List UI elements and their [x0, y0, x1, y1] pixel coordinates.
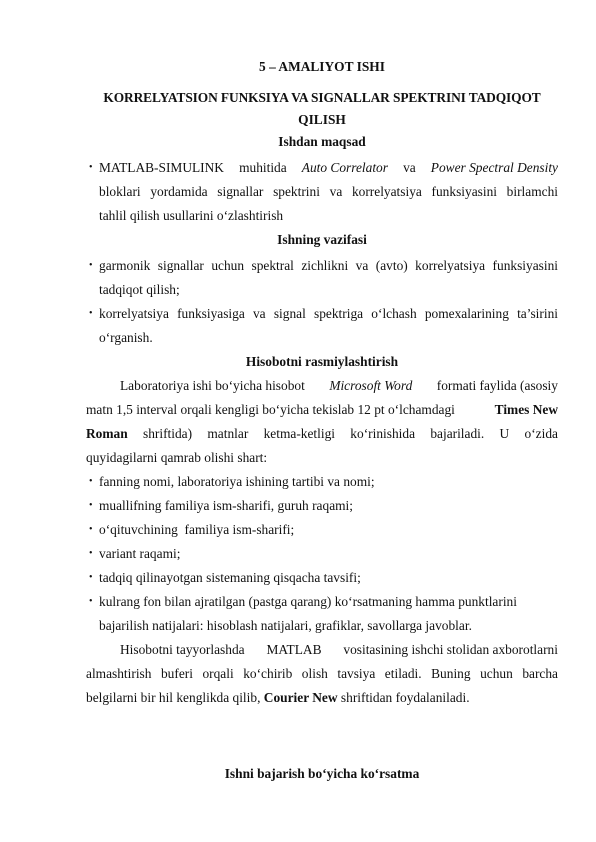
goal-heading: Ishdan maqsad: [278, 134, 366, 149]
power-spectral-density-text: Power Spectral Density: [430, 160, 558, 175]
report-item-6-line2: bajarilish natijalari: hisoblash natijalari, grafiklar, savollarga javoblar.: [99, 618, 472, 633]
bullet-icon: •: [89, 162, 93, 173]
report-text: matn 1,5 interval orqali kengligi bo‘yicha tekislab 12 pt o‘lchamdagi: [86, 402, 455, 417]
report-item: variant raqami;: [99, 546, 181, 561]
report-p2-line1: [120, 642, 558, 658]
bullet-icon: •: [89, 500, 93, 511]
times-new-text: Times New: [494, 402, 558, 417]
report-p1-line2: [86, 402, 558, 418]
report-text: shriftida) matnlar ketma-ketligi ko‘rinishida bajariladi. U o‘zida: [143, 426, 558, 441]
matlab-simulink-text: MATLAB-SIMULINK: [99, 160, 224, 175]
goal-text: va: [403, 160, 416, 175]
report-text: belgilarni bir hil kenglikda qilib,: [86, 690, 261, 705]
practical-number: 5 – AMALIYOT ISHI: [259, 59, 385, 74]
bullet-icon: •: [89, 548, 93, 559]
bullet-icon: •: [89, 524, 93, 535]
document-title-line2: QILISH: [298, 112, 346, 127]
matlab-text: MATLAB: [266, 642, 322, 657]
report-p1-line1: [120, 378, 558, 394]
report-text: shriftidan foydalaniladi.: [340, 690, 470, 705]
auto-correlator-text: Auto Correlator: [301, 160, 388, 175]
report-p1-line3: [86, 426, 558, 442]
document-title-line1: KORRELYATSION FUNKSIYA VA SIGNALLAR SPEKTRINI TADQIQOT: [103, 90, 541, 105]
instructions-heading: Ishni bajarish bo‘yicha ko‘rsatma: [224, 766, 420, 781]
report-text: Laboratoriya ishi bo‘yicha hisobot: [120, 378, 305, 393]
bullet-icon: •: [89, 572, 93, 583]
tasks-heading: Ishning vazifasi: [277, 232, 367, 247]
courier-new-text: Courier New: [263, 690, 338, 705]
goal-line3: tahlil qilish usullarini o‘zlashtirish: [99, 208, 284, 223]
task-item-1-line1: garmonik signallar uchun spektral zichlikni va (avto) korrelyatsiya funksiyasini: [99, 258, 558, 273]
goal-line2: bloklari yordamida signallar spektrini va korrelyatsiya funksiyasini birlamchi: [99, 184, 558, 199]
report-item: fanning nomi, laboratoriya ishining tartibi va nomi;: [99, 474, 375, 489]
report-item: tadqiq qilinayotgan sistemaning qisqacha tavsifi;: [99, 570, 361, 585]
report-text: formati faylida (asosiy: [436, 378, 558, 393]
bullet-icon: •: [89, 476, 93, 487]
goal-line1: [99, 160, 558, 176]
microsoft-word-text: Microsoft Word: [329, 378, 413, 393]
bullet-icon: •: [89, 260, 93, 271]
roman-text: Roman: [86, 426, 128, 441]
task-item-1-line2: tadqiqot qilish;: [99, 282, 180, 297]
report-item: muallifning familiya ism-sharifi, guruh raqami;: [99, 498, 353, 513]
report-p2-line2: almashtirish buferi orqali ko‘chirib olish tavsiya etiladi. Buning uchun barcha: [86, 666, 558, 681]
report-heading: Hisobotni rasmiylashtirish: [245, 354, 399, 369]
bullet-icon: •: [89, 308, 93, 319]
report-text: Hisobotni tayyorlashda: [120, 642, 245, 657]
task-item-2-line1: korrelyatsiya funksiyasiga va signal spektriga o‘lchash pomexalarining ta’sirini: [99, 306, 558, 321]
report-p2-line3: [86, 690, 470, 706]
report-p1-line4: quyidagilarni qamrab olishi shart:: [86, 450, 268, 465]
report-item: kulrang fon bilan ajratilgan (pastga qarang) ko‘rsatmaning hamma punktlarini: [99, 594, 517, 609]
goal-text: muhitida: [239, 160, 287, 175]
bullet-icon: •: [89, 596, 93, 607]
report-text: vositasining ishchi stolidan axborotlarni: [343, 642, 558, 657]
task-item-2-line2: o‘rganish.: [99, 330, 153, 345]
report-item: o‘qituvchining familiya ism-sharifi;: [99, 522, 295, 537]
